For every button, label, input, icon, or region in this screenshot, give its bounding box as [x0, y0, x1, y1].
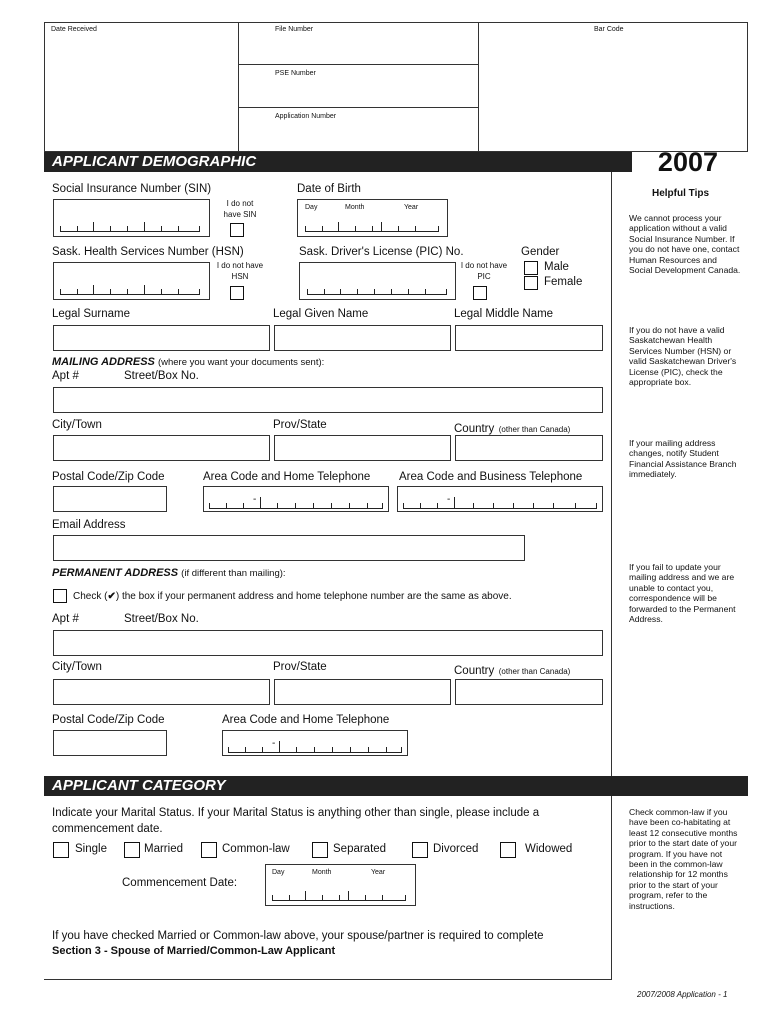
file-number-label: File Number [275, 26, 314, 33]
section-bottom-rule [44, 979, 612, 980]
permanent-postal-label: Postal Code/Zip Code [52, 714, 165, 726]
male-label: Male [544, 261, 569, 273]
commonlaw-checkbox[interactable] [201, 842, 217, 858]
mailing-street-label: Street/Box No. [124, 370, 199, 382]
married-checkbox[interactable] [124, 842, 140, 858]
mailing-postal-input[interactable] [53, 486, 167, 512]
hsn-label: Sask. Health Services Number (HSN) [52, 246, 244, 258]
widowed-label: Widowed [525, 843, 573, 855]
helpful-tips-title: Helpful Tips [652, 188, 710, 199]
pse-number-label: PSE Number [275, 70, 316, 77]
given-name-label: Legal Given Name [273, 308, 369, 320]
section-title-demographic: APPLICANT DEMOGRAPHIC [52, 153, 257, 170]
mailing-city-label: City/Town [52, 419, 102, 431]
mailing-business-phone-ticks: - [403, 503, 597, 509]
mailing-home-phone-ticks: - [209, 503, 383, 509]
tip-sin: We cannot process your application without a valid Social Insurance Number. If you do not have one, contact Human Resources and Social Development Canada. [629, 213, 741, 276]
office-use-header [44, 22, 748, 152]
spouse-note: If you have checked Married or Common-law above, your spouse/partner is required to complete [52, 930, 544, 942]
mailing-street-input[interactable] [53, 387, 603, 413]
marital-instruction-line1: Indicate your Marital Status. If your Marital Status is anything other than single, please include a [52, 807, 540, 819]
single-label: Single [75, 843, 107, 855]
permanent-city-input[interactable] [53, 679, 270, 705]
tip-common-law: Check common-law if you have been co-habitating at least 12 consecutive months prior to the start date of your program. If you have not been in the common-law relationship for 12 months prior to the start of your program, refer to the instructions. [629, 807, 738, 911]
permanent-home-phone-ticks: - [228, 747, 402, 753]
mailing-heading-title: MAILING ADDRESS [52, 356, 155, 368]
permanent-prov-input[interactable] [274, 679, 451, 705]
female-checkbox[interactable] [524, 276, 538, 290]
email-label: Email Address [52, 519, 126, 531]
no-hsn-label: I do not have HSN [216, 261, 264, 281]
header-divider [238, 64, 478, 65]
commencement-year-label: Year [371, 869, 386, 876]
mailing-prov-input[interactable] [274, 435, 451, 461]
mailing-country-text: Country [454, 423, 495, 435]
permanent-postal-input[interactable] [53, 730, 167, 756]
permanent-apt-label: Apt # [52, 613, 79, 625]
permanent-country-text: Country [454, 665, 495, 677]
dob-digit-ticks [305, 226, 439, 232]
dob-label: Date of Birth [297, 183, 361, 195]
permanent-city-label: City/Town [52, 661, 102, 673]
middle-name-label: Legal Middle Name [454, 308, 554, 320]
section-title-category: APPLICANT CATEGORY [52, 777, 226, 794]
commencement-label: Commencement Date: [122, 877, 238, 889]
section-bar-demographic [44, 152, 632, 172]
no-hsn-checkbox[interactable] [230, 286, 244, 300]
no-sin-label: I do not have SIN [223, 199, 257, 219]
mailing-country-note: (other than Canada) [498, 425, 571, 434]
hsn-digit-ticks [60, 289, 200, 295]
marital-instruction-line2: commencement date. [52, 823, 163, 835]
mailing-postal-label: Postal Code/Zip Code [52, 471, 165, 483]
no-pic-label: I do not have PIC [460, 261, 508, 281]
no-sin-checkbox[interactable] [230, 223, 244, 237]
separated-label: Separated [333, 843, 387, 855]
permanent-street-label: Street/Box No. [124, 613, 199, 625]
permanent-country-label [454, 661, 570, 679]
email-input[interactable] [53, 535, 525, 561]
spouse-section-reference: Section 3 - Spouse of Married/Common-Law Applicant [52, 945, 336, 957]
no-pic-checkbox[interactable] [473, 286, 487, 300]
divorced-checkbox[interactable] [412, 842, 428, 858]
mailing-apt-label: Apt # [52, 370, 79, 382]
permanent-country-input[interactable] [455, 679, 603, 705]
year-badge [632, 147, 748, 178]
header-divider [238, 107, 478, 108]
surname-label: Legal Surname [52, 308, 130, 320]
given-name-input[interactable] [274, 325, 451, 351]
sin-digit-ticks [60, 226, 200, 232]
gender-label: Gender [521, 246, 560, 258]
same-as-mailing-checkbox[interactable] [53, 589, 67, 603]
dob-year-label: Year [404, 204, 419, 211]
widowed-checkbox[interactable] [500, 842, 516, 858]
permanent-street-input[interactable] [53, 630, 603, 656]
same-as-mailing-label [73, 591, 512, 602]
mailing-home-phone-label: Area Code and Home Telephone [203, 471, 371, 483]
commencement-month-label: Month [312, 869, 332, 876]
commonlaw-label: Common-law [222, 843, 290, 855]
tip-hsn-pic: If you do not have a valid Saskatchewan Health Services Number (HSN) or valid Saskatchewan Driver's License (PIC), check the appropriate box. [629, 325, 737, 388]
section-bar-category [44, 776, 748, 796]
dob-month-label: Month [345, 204, 365, 211]
same-as-mailing-text-b: ) the box if your permanent address and home telephone number are the same as above. [115, 591, 512, 602]
permanent-prov-label: Prov/State [273, 661, 327, 673]
commencement-day-label: Day [272, 869, 285, 876]
sin-label: Social Insurance Number (SIN) [52, 183, 212, 195]
married-label: Married [144, 843, 183, 855]
separated-checkbox[interactable] [312, 842, 328, 858]
tip-mailing-change: If your mailing address changes, notify Student Financial Assistance Branch immediately. [629, 438, 737, 480]
header-divider [238, 22, 239, 152]
pic-label: Sask. Driver's License (PIC) No. [299, 246, 464, 258]
permanent-heading [52, 567, 286, 579]
permanent-home-phone-label: Area Code and Home Telephone [222, 714, 390, 726]
commencement-digit-ticks [272, 895, 406, 901]
middle-name-input[interactable] [455, 325, 603, 351]
permanent-heading-title: PERMANENT ADDRESS [52, 567, 179, 579]
male-checkbox[interactable] [524, 261, 538, 275]
bar-code-label: Bar Code [594, 26, 624, 33]
mailing-business-phone-label: Area Code and Business Telephone [399, 471, 583, 483]
female-label: Female [544, 276, 583, 288]
header-divider [478, 22, 479, 152]
mailing-country-input[interactable] [455, 435, 603, 461]
check-mark-icon: ✔ [107, 591, 116, 602]
mailing-heading-note: (where you want your documents sent): [157, 357, 325, 368]
surname-input[interactable] [53, 325, 270, 351]
sidebar-divider [611, 796, 612, 980]
mailing-heading [52, 356, 324, 368]
permanent-heading-note: (if different than mailing): [181, 568, 286, 579]
year-label: 2007 [657, 147, 718, 177]
divorced-label: Divorced [433, 843, 479, 855]
dob-day-label: Day [305, 204, 318, 211]
mailing-city-input[interactable] [53, 435, 270, 461]
pic-digit-ticks [307, 289, 447, 295]
same-as-mailing-text-a: Check ( [73, 591, 108, 602]
single-checkbox[interactable] [53, 842, 69, 858]
mailing-prov-label: Prov/State [273, 419, 327, 431]
sidebar-divider [611, 172, 612, 776]
date-received-label: Date Received [51, 26, 97, 33]
page-footer: 2007/2008 Application - 1 [637, 990, 728, 999]
permanent-country-note: (other than Canada) [498, 667, 571, 676]
application-number-label: Application Number [275, 113, 337, 120]
tip-permanent-address: If you fail to update your mailing address and we are unable to contact you, correspondence will be forwarded to the Permanent Address. [629, 562, 736, 625]
